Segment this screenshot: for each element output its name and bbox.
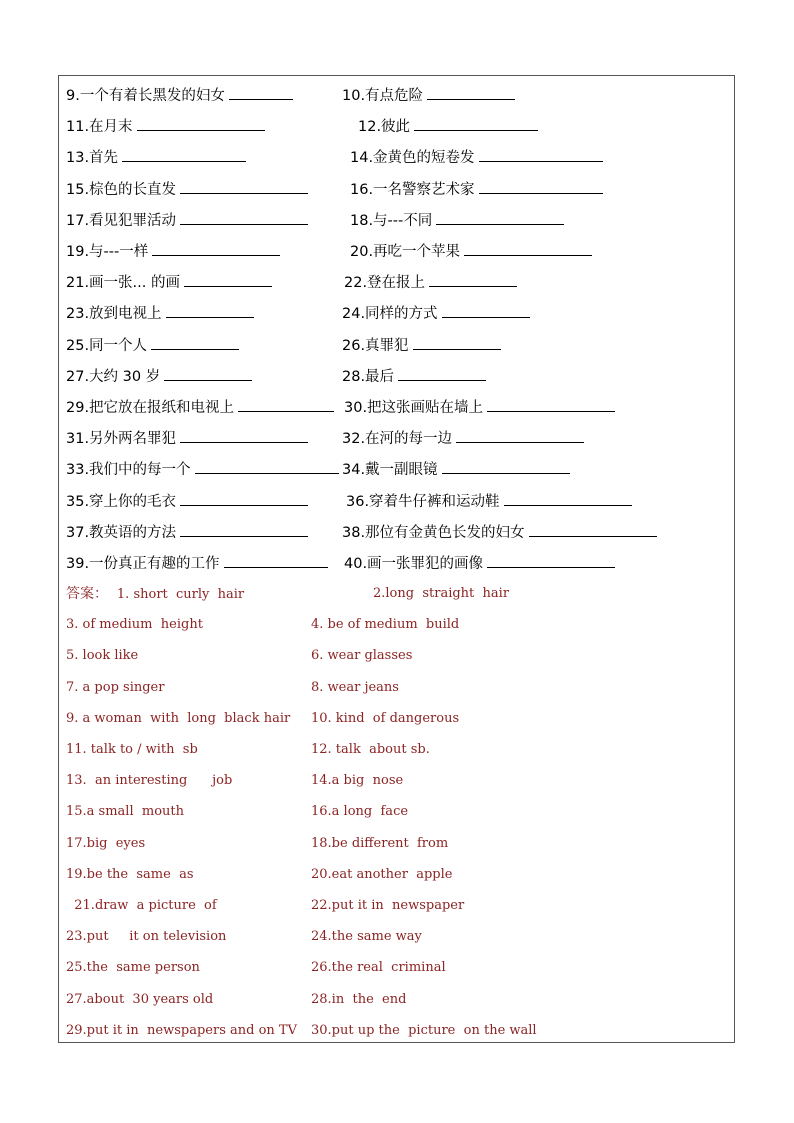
answer-blank[interactable] — [164, 365, 252, 381]
exercise-right — [344, 271, 517, 294]
exercise-left — [66, 396, 334, 419]
exercise-right — [350, 146, 603, 169]
answer-row — [59, 864, 734, 888]
exercise-left — [66, 521, 308, 544]
exercise-text: 14.金黄色的短卷发 — [350, 150, 475, 167]
answer-row — [59, 1020, 734, 1044]
answer-left: 5. look like — [66, 648, 139, 664]
answer-blank[interactable] — [137, 115, 265, 131]
exercise-row — [59, 209, 734, 233]
answer-blank[interactable] — [487, 552, 615, 568]
answer-row — [59, 645, 734, 669]
exercise-row — [59, 365, 734, 389]
answer-row — [59, 583, 734, 607]
exercise-text: 35.穿上你的毛衣 — [66, 493, 177, 510]
answer-row — [59, 770, 734, 794]
answer-left: 7. a pop singer — [66, 679, 165, 695]
answers-label: 答案： — [66, 586, 117, 602]
answer-left: 17.big eyes — [66, 835, 146, 851]
exercise-row — [59, 271, 734, 295]
answer-row — [59, 677, 734, 701]
exercise-row — [59, 396, 734, 420]
exercise-left — [66, 84, 293, 107]
answer-left: 27.about 30 years old — [66, 991, 214, 1007]
answer-blank[interactable] — [238, 396, 334, 412]
exercise-left — [66, 115, 265, 138]
answer-left: 15.a small mouth — [66, 804, 185, 820]
exercise-text: 28.最后 — [342, 368, 395, 385]
answer-blank[interactable] — [427, 84, 515, 100]
answer-right: 16.a long face — [311, 804, 409, 820]
answer-right: 28.in the end — [311, 991, 407, 1007]
answer-blank[interactable] — [180, 209, 308, 225]
exercise-right — [350, 209, 564, 232]
exercise-row — [59, 178, 734, 202]
exercise-row — [59, 334, 734, 358]
exercise-left — [66, 490, 308, 513]
answer-row — [59, 708, 734, 732]
answer-right: 4. be of medium build — [311, 617, 460, 633]
exercise-right — [342, 521, 657, 544]
answer-blank[interactable] — [464, 240, 592, 256]
exercise-right — [344, 396, 615, 419]
exercise-right — [342, 458, 570, 481]
answer-left: 11. talk to / with sb — [66, 742, 198, 757]
exercise-text: 33.我们中的每一个 — [66, 462, 191, 479]
exercise-right — [344, 552, 615, 575]
exercise-left — [66, 240, 280, 263]
answer-blank[interactable] — [166, 302, 254, 318]
answer-blank[interactable] — [151, 334, 239, 350]
answer-row — [59, 739, 734, 763]
answer-blank[interactable] — [479, 178, 603, 194]
answer-left: 9. a woman with long black hair — [66, 710, 291, 726]
exercise-left — [66, 146, 246, 169]
answer-blank[interactable] — [180, 490, 308, 506]
exercise-left — [66, 302, 254, 325]
answer-blank[interactable] — [442, 458, 570, 474]
answer-right: 20.eat another apple — [311, 866, 453, 882]
exercise-text: 39.一份真正有趣的工作 — [66, 556, 220, 572]
exercise-text: 21.画一张... 的画 — [66, 275, 180, 292]
answer-right: 14.a big nose — [311, 773, 404, 789]
answer-right: 2.long straight hair — [373, 586, 510, 601]
exercise-text: 24.同样的方式 — [342, 306, 438, 323]
answer-right: 6. wear glasses — [311, 648, 413, 664]
answer-left: 29.put it in newspapers and on TV — [66, 1022, 297, 1038]
answer-row — [59, 895, 734, 919]
answer-left: 19.be the same as — [66, 866, 194, 882]
answer-blank[interactable] — [229, 84, 293, 100]
exercise-text: 13.首先 — [66, 150, 119, 167]
exercise-row — [59, 427, 734, 451]
answer-left: 21.draw a picture of — [66, 898, 217, 913]
answer-blank[interactable] — [487, 396, 615, 412]
exercise-row — [59, 240, 734, 264]
answer-row — [59, 926, 734, 950]
exercise-left — [66, 209, 308, 232]
exercise-text: 31.另外两名罪犯 — [66, 431, 177, 448]
exercise-text: 40.画一张罪犯的画像 — [344, 556, 484, 572]
exercise-row — [59, 302, 734, 326]
exercise-row — [59, 521, 734, 545]
answer-left: 25.the same person — [66, 960, 200, 976]
answer-right: 12. talk about sb. — [311, 742, 430, 757]
exercise-text: 25.同一个人 — [66, 337, 148, 354]
answer-right: 26.the real criminal — [311, 960, 446, 976]
answer-blank[interactable] — [180, 427, 308, 443]
exercise-text: 22.登在报上 — [344, 275, 426, 292]
answer-row — [59, 801, 734, 825]
exercise-text: 12.彼此 — [358, 119, 411, 136]
exercise-text: 10.有点危险 — [342, 88, 424, 104]
exercise-text: 18.与---不同 — [350, 212, 433, 229]
exercise-row — [59, 115, 734, 139]
exercise-left — [66, 178, 308, 201]
exercise-right — [346, 490, 632, 513]
exercise-row — [59, 552, 734, 576]
answer-left: 3. of medium height — [66, 617, 203, 633]
exercise-text: 34.戴一副眼镜 — [342, 462, 438, 479]
answer-blank[interactable] — [429, 271, 517, 287]
exercise-sheet — [58, 75, 735, 1043]
answer-blank[interactable] — [195, 458, 339, 474]
exercise-text: 36.穿着牛仔裤和运动鞋 — [346, 493, 500, 510]
exercise-left — [66, 458, 339, 481]
exercise-text: 17.看见犯罪活动 — [66, 212, 177, 229]
answer-right: 10. kind of dangerous — [311, 710, 460, 726]
exercise-text: 38.那位有金黄色长发的妇女 — [342, 524, 525, 541]
exercise-row — [59, 490, 734, 514]
exercise-text: 26.真罪犯 — [342, 337, 409, 354]
answer-blank[interactable] — [442, 302, 530, 318]
exercise-text: 27.大约 30 岁 — [66, 368, 161, 385]
exercise-right — [342, 84, 515, 107]
answer-blank[interactable] — [180, 521, 308, 537]
exercise-left — [66, 427, 308, 450]
answer-blank[interactable] — [184, 271, 272, 287]
exercise-right — [342, 427, 584, 450]
exercise-text: 32.在河的每一边 — [342, 431, 453, 448]
exercise-text: 16.一名警察艺术家 — [350, 181, 475, 198]
answer-row — [59, 957, 734, 981]
answer-right: 22.put it in newspaper — [311, 898, 465, 913]
exercise-row — [59, 458, 734, 482]
answer-left: 23.put it on television — [66, 929, 227, 945]
answer-blank[interactable] — [224, 552, 328, 568]
answer-right: 30.put up the picture on the wall — [311, 1022, 537, 1038]
exercise-right — [358, 115, 538, 138]
answer-blank[interactable] — [414, 115, 538, 131]
exercise-text: 23.放到电视上 — [66, 306, 162, 323]
answer-blank[interactable] — [479, 146, 603, 162]
answer-blank[interactable] — [436, 209, 564, 225]
exercise-text: 11.在月末 — [66, 119, 133, 136]
exercise-text: 30.把这张画贴在墙上 — [344, 400, 484, 416]
answer-blank[interactable] — [504, 490, 632, 506]
exercise-right — [350, 240, 592, 263]
answer-blank[interactable] — [413, 334, 501, 350]
exercise-row — [59, 146, 734, 170]
exercise-text: 29.把它放在报纸和电视上 — [66, 400, 235, 416]
answer-blank[interactable] — [398, 365, 486, 381]
exercise-right — [342, 302, 530, 325]
exercise-right — [350, 178, 603, 201]
exercise-text: 20.再吃一个苹果 — [350, 244, 461, 260]
exercise-text: 37.教英语的方法 — [66, 524, 177, 541]
exercise-left — [66, 271, 272, 294]
answer-right: 24.the same way — [311, 929, 422, 945]
exercise-left — [66, 552, 328, 575]
answer-left: 13. an interesting job — [66, 773, 233, 789]
exercise-row — [59, 84, 734, 108]
answer-row — [59, 989, 734, 1013]
answer-right: 18.be different from — [311, 835, 449, 851]
answer-right: 8. wear jeans — [311, 679, 399, 695]
exercise-text: 19.与---一样 — [66, 244, 149, 260]
answer-blank[interactable] — [180, 178, 308, 194]
answer-blank[interactable] — [152, 240, 280, 256]
answer-row — [59, 614, 734, 638]
answer-blank[interactable] — [122, 146, 246, 162]
exercise-left — [66, 365, 252, 388]
answer-left: 答案： 1. short curly hair — [66, 586, 245, 602]
answer-blank[interactable] — [456, 427, 584, 443]
answer-blank[interactable] — [529, 521, 657, 537]
answer-row — [59, 833, 734, 857]
exercise-right — [342, 365, 486, 388]
exercise-text: 15.棕色的长直发 — [66, 181, 177, 198]
exercise-right — [342, 334, 501, 357]
exercise-text: 9.一个有着长黑发的妇女 — [66, 88, 225, 104]
exercise-left — [66, 334, 239, 357]
